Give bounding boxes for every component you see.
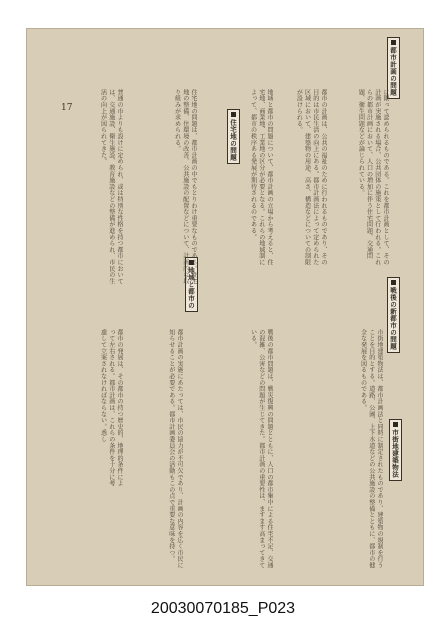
section-heading-right-bottom	[389, 419, 402, 481]
section-heading-text: 地域と都市の	[187, 267, 195, 309]
text-column-m1: 地域と都市の問題について、都市計画の立場から考えると、住宅地、商業地、工業地の区分が必要となる。これらの地域制によって、都市の秩序ある発展が期待されるのである。	[249, 89, 273, 266]
text-column-l3: 都市の発展は、その都市の持つ歴史的、地理的条件によって左右される。都市計画は、これらの条件を十分に考慮して立案されなければならない。悉し	[99, 329, 123, 487]
text-column-m2: 戦後の都市問題は、戦災復興の問題とともに、人口の都市集中による住宅不足、交通の混雑、公害などの問題が生じてきた。都市計画の重要性は、ますます高まってきている。	[249, 329, 273, 569]
section-heading-middle-right	[387, 277, 400, 353]
page-number: 17	[61, 103, 73, 113]
heading-marker-icon	[393, 422, 398, 427]
heading-marker-icon	[391, 40, 396, 45]
archive-caption: 20030070185_P023	[150, 600, 296, 617]
section-heading-text: 市街地建築物法	[391, 429, 399, 478]
heading-marker-icon	[391, 280, 396, 285]
text-column-r3: 市街地建築物法は、都市計画法と同時に制定されたものであり、建築物の規制を行うことを目的とする。道路、公園、上下水道などの公共施設の整備とともに、都市の健全な発展を図るものである。	[359, 329, 383, 569]
text-column-l1: 住宅地の問題は、都市計画の中でもとりわけ重要なものである。住宅地の整備、住環境の改善、公共施設の配置などについて、計画的な取り組みが求められる。	[173, 89, 197, 285]
section-heading-text: 都市計画の問題	[389, 47, 397, 96]
heading-marker-icon	[231, 112, 236, 117]
text-column-r2: 都市の計画は、公共の福祉のために行われるものであり、その目的は市民生活の向上にある。都市計画法によって定められた区域において、建築物の用途、高さ、構造などについての制限が設けられる。	[295, 89, 327, 266]
text-column-r1: に限って認められるものである。これを都市計画として、その計画が実施される場合、公共団体の施策として行われる。これらの都市計画において、人口の増加に伴う住宅問題、交通問題、衛生問題などが論じられている。	[357, 89, 389, 266]
scanned-page	[26, 28, 424, 586]
section-heading-left	[227, 109, 240, 164]
text-column-l2: 普通の市よりも設けに定められ、或は特別な性格を持つ都市においては、交通施設、衛生施設、教育施設などの整備が進められ、市民の生活の向上が図られてきた。	[99, 89, 123, 285]
section-heading-text: 戦後の新都市の問題	[389, 287, 397, 350]
text-column-m3: 都市計画の実施にあたっては、市民の協力が不可欠であり、計画の内容を広く市民に知らせることが必要である。都市計画委員会の活動もこの点で重要な意味を持つ。	[167, 329, 183, 569]
section-heading-text: 住宅地の問題	[229, 119, 237, 161]
